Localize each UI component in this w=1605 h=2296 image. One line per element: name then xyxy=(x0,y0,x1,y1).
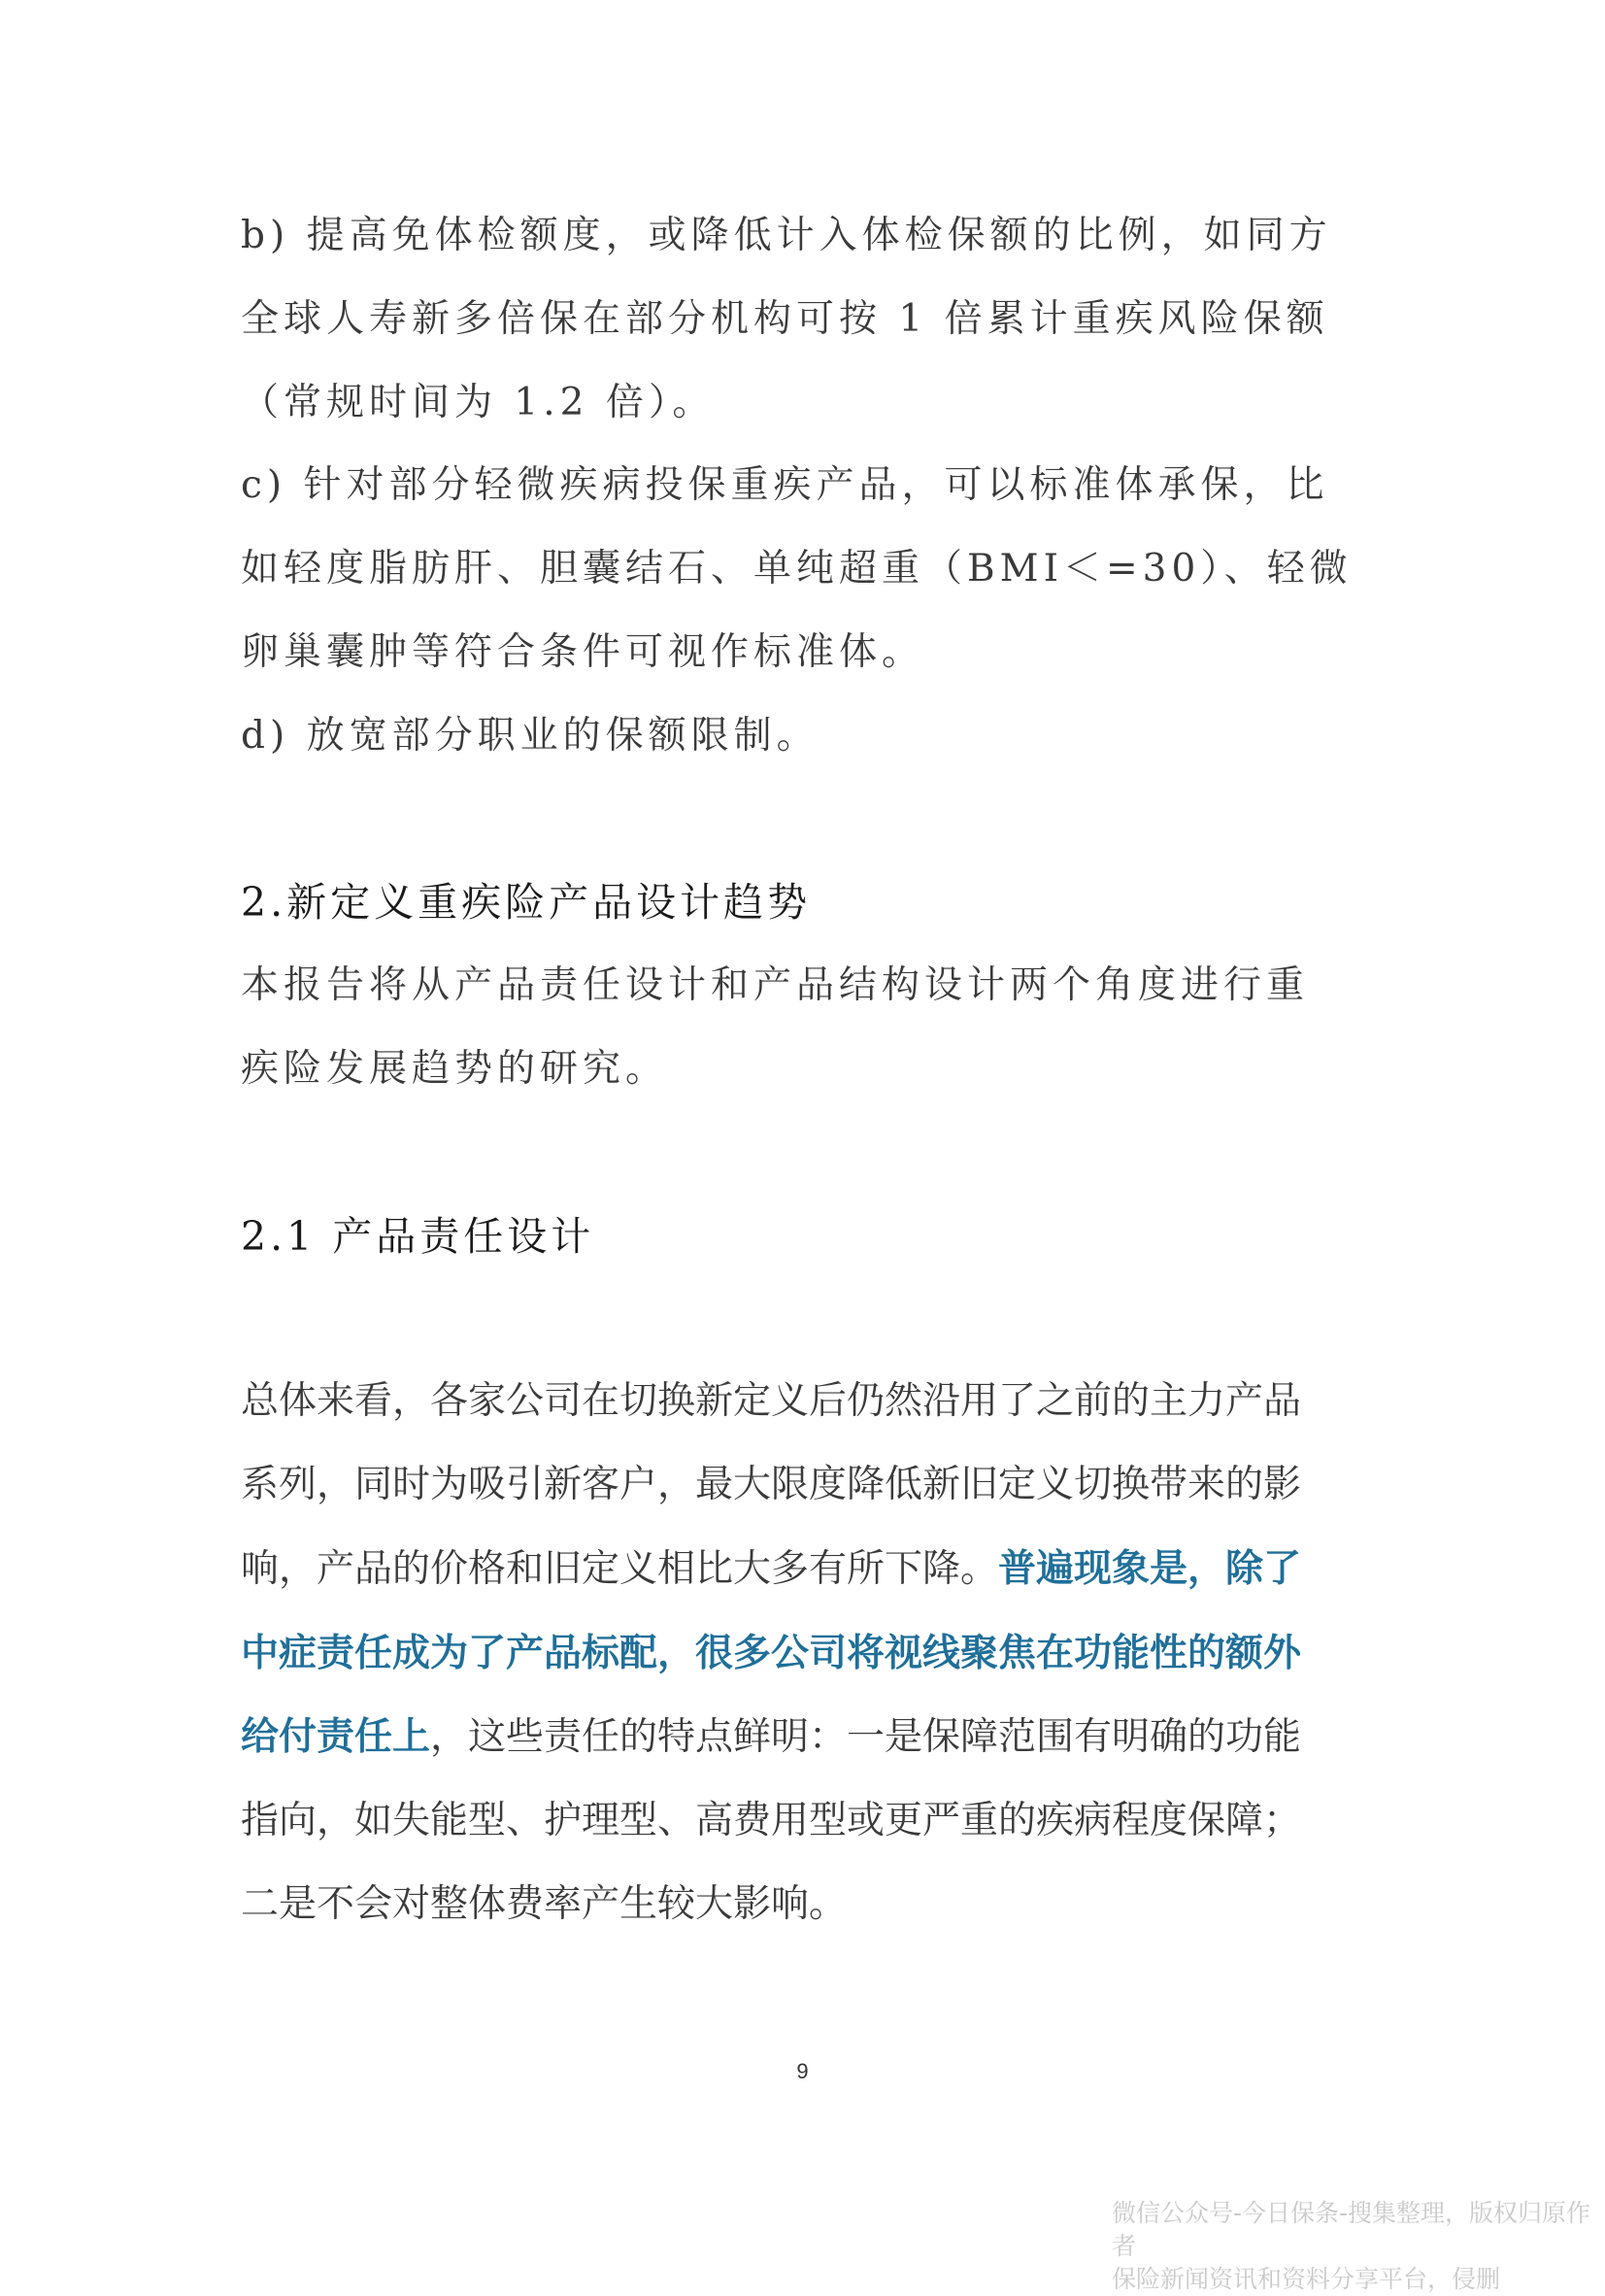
section-d xyxy=(241,694,1357,778)
section-b-line-1: b) 提高免体检额度，或降低计入体检保额的比例，如同方 xyxy=(241,214,1332,257)
section-b-line-3: （常规时间为 1.2 倍）。 xyxy=(241,381,716,424)
section-2-intro-line-1: 本报告将从产品责任设计和产品结构设计两个角度进行重 xyxy=(241,963,1310,1007)
section-c-line-1: c) 针对部分轻微疾病投保重疾产品，可以标准体承保，比 xyxy=(241,463,1329,507)
body-line-7: 二是不会对整体费率产生较大影响。 xyxy=(241,1882,848,1926)
section-c-line-3: 卵巢囊肿等符合条件可视作标准体。 xyxy=(241,630,925,674)
body-line-5-plain: ，这些责任的特点鲜明：一是保障范围有明确的功能 xyxy=(430,1715,1302,1759)
section-c xyxy=(241,444,1357,694)
section-2-intro xyxy=(241,944,1357,1111)
section-b xyxy=(241,194,1357,445)
highlight-text-2: 中症责任成为了产品标配，很多公司将视线聚焦在功能性的额外 xyxy=(241,1631,1302,1675)
watermark-line-2: 保险新闻资讯和资料分享平台，侵删 xyxy=(1112,2265,1501,2293)
body-line-3-plain: 响，产品的价格和旧定义相比大多有所下降。 xyxy=(241,1547,999,1591)
body-line-5 xyxy=(241,1695,1357,1779)
section-2-intro-line-2: 疾险发展趋势的研究。 xyxy=(241,1047,669,1091)
page-number: 9 xyxy=(796,2059,809,2083)
section-d-line: d) 放宽部分职业的保额限制。 xyxy=(241,714,819,758)
section-b-line-2: 全球人寿新多倍保在部分机构可按 1 倍累计重疾风险保额 xyxy=(241,297,1329,341)
highlight-text-1: 普遍现象是，除了 xyxy=(998,1546,1302,1591)
section-2-1-body xyxy=(241,1360,1357,1946)
section-c-line-2: 如轻度脂肪肝、胆囊结石、单纯超重（BMI＜=30）、轻微 xyxy=(241,547,1353,591)
watermark-line-1: 微信公众号-今日保条-搜集整理，版权归原作者 xyxy=(1112,2199,1591,2260)
body-line-1: 总体来看，各家公司在切换新定义后仍然沿用了之前的主力产品 xyxy=(241,1379,1302,1423)
heading-section-2-1 xyxy=(241,1195,1357,1278)
watermark xyxy=(1112,2197,1597,2296)
section-2-1-title: 2.1 产品责任设计 xyxy=(241,1213,595,1260)
section-2-title: 2.新定义重疾险产品设计趋势 xyxy=(241,879,812,926)
body-line-2: 系列，同时为吸引新客户，最大限度降低新旧定义切换带来的影 xyxy=(241,1463,1302,1506)
body-line-3 xyxy=(241,1527,1357,1611)
highlight-text-3: 给付责任上 xyxy=(241,1714,431,1759)
heading-section-2 xyxy=(241,861,1357,944)
body-line-6: 指向，如失能型、护理型、高费用型或更严重的疾病程度保障； xyxy=(241,1799,1302,1842)
